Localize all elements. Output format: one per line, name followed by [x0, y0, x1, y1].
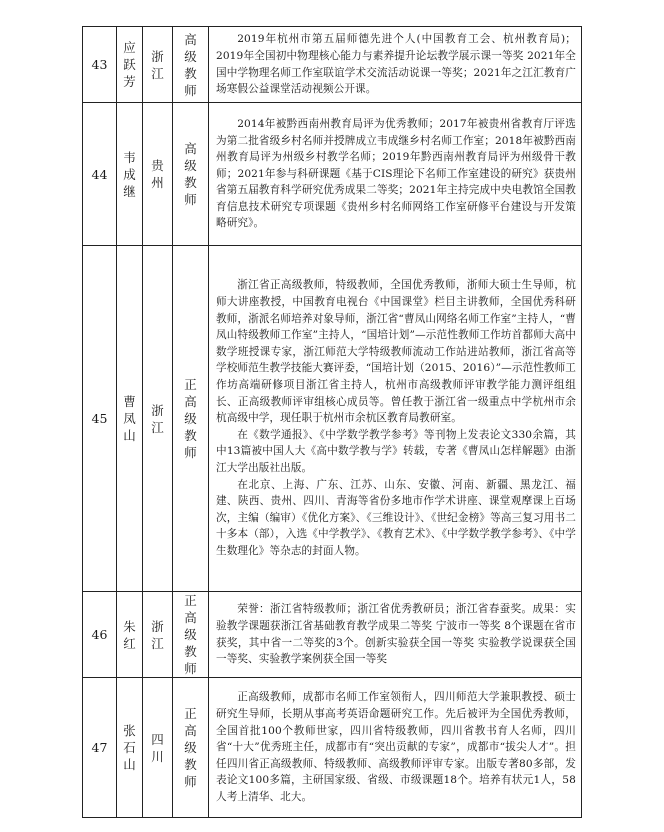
- teacher-province: [143, 246, 173, 592]
- teacher-achievements: [209, 246, 582, 592]
- teacher-achievements: [209, 27, 582, 103]
- teacher-title-text: 正高级教师: [184, 377, 197, 460]
- table-row: [83, 678, 582, 818]
- row-number: 46: [83, 592, 117, 678]
- achievement-paragraph: 在北京、上海、广东、江苏、山东、安徽、河南、新疆、黑龙江、福建、陕西、贵州、四川、青海等省份多地市作学术讲座、课堂观摩课上百场次，主编（编审）《优化方案》、《三维设计》、《世纪金榜》等高三复习用书二十多本（部），入选《中学教学》、《教育艺术》、《中学数学教学参考》、《中学生数理化》等杂志的封面人物。: [216, 478, 576, 557]
- achievement-paragraph: 在《数学通报》、《中学数学教学参考》等刊物上发表论文330余篇，其中13篇被中国人大《高中数学教与学》转载，专著《曹凤山怎样解题》由浙江大学出版社出版。: [216, 428, 576, 474]
- teacher-name: [117, 103, 143, 246]
- teacher-province: [143, 678, 173, 818]
- teacher-province-text: 浙江: [151, 618, 164, 651]
- teacher-title-text: 高级教师: [184, 31, 197, 98]
- row-number: 43: [83, 27, 117, 103]
- teacher-achievements: [209, 678, 582, 818]
- teacher-name: [117, 246, 143, 592]
- teacher-name-text: 韦成继: [123, 149, 136, 199]
- teacher-province-text: 四川: [151, 731, 164, 764]
- teacher-achievements: [209, 592, 582, 678]
- achievement-paragraph: 2019年杭州市第五届师德先进个人(中国教育工会、杭州教育局)；2019年全国初中物理核心能力与素养提升论坛教学展示课一等奖 2021年全国中学物理名师工作室联谊学术交流活动说课一等奖；2021年之江汇教育广场寒假公益课堂活动视频公开课。: [216, 33, 576, 96]
- table-row: [83, 103, 582, 246]
- teacher-province-text: 浙江: [151, 48, 164, 81]
- teacher-name: [117, 27, 143, 103]
- achievement-paragraph: 浙江省正高级教师，特级教师，全国优秀教师，浙师大硕士生导师，杭师大讲座教授，中国教育电视台《中国课堂》栏目主讲教师，全国优秀科研教师，浙派名师培养对象导师，浙江省“曹凤山网络名师工作室”主持人，“曹凤山特级教师工作室”主持人，“国培计划”—示范性教师工作坊首都师大高中数学班授课专家，浙江师范大学特级教师流动工作站进站教师，浙江省高等学校师范生教学技能大赛评委，“国培计划（2015、2016）”—示范性教师工作坊高端研修项目浙江省主持人，杭州市高级教师评审教学能力测评组组长、正高级教师评审组核心成员等。曾任教于浙江省一级重点中学杭州市余杭高级中学，现任职于杭州市余杭区教育局教研室。: [216, 279, 576, 425]
- teacher-province-text: 贵州: [151, 158, 164, 190]
- teacher-name-text: 朱红: [123, 618, 136, 651]
- teacher-title-text: 正高级教师: [184, 593, 197, 676]
- teacher-title: [173, 592, 209, 678]
- teacher-table: [82, 26, 582, 818]
- row-number: 44: [83, 103, 117, 246]
- teacher-province: [143, 103, 173, 246]
- teacher-achievements: [209, 103, 582, 246]
- teacher-title: [173, 246, 209, 592]
- teacher-title-text: 正高级教师: [184, 706, 197, 789]
- row-number: 47: [83, 678, 117, 818]
- teacher-name: [117, 592, 143, 678]
- teacher-province: [143, 592, 173, 678]
- table-row: [83, 246, 582, 592]
- teacher-province: [143, 27, 173, 103]
- teacher-name: [117, 678, 143, 818]
- teacher-province-text: 浙江: [151, 402, 164, 435]
- teacher-title: [173, 103, 209, 246]
- row-number: 45: [83, 246, 117, 592]
- achievement-paragraph: 正高级教师，成都市名师工作室领衔人，四川师范大学兼职教授、硕士研究生导师，长期从事高考英语命题研究工作。先后被评为全国优秀教师，全国首批100个教师世家，四川省特级教师，四川省教书育人名师，四川省“十大”优秀班主任，成都市有“突出贡献的专家”，成都市“拔尖人才”。担任四川省正高级教师、特级教师、高级教师评审专家。出版专著80多部，发表论文100多篇，主研国家级、省级、市级课题18个。培养有状元1人，58人考上清华、北大。: [216, 691, 576, 803]
- teacher-title: [173, 678, 209, 818]
- achievement-paragraph: 荣誉：浙江省特级教师；浙江省优秀教研员；浙江省春蚕奖。成果：实验教学课题获浙江省基础教育教学成果二等奖 宁波市一等奖 8个课题在省市获奖，其中省一二等奖的3个。创新实验获全国一等奖 实验教学说课获全国一等奖、实验教学案例获全国一等奖: [216, 603, 576, 666]
- teacher-name-text: 张石山: [123, 723, 136, 772]
- teacher-name-text: 应跃芳: [123, 40, 136, 89]
- teacher-title: [173, 27, 209, 103]
- table-row: [83, 27, 582, 103]
- teacher-name-text: 曹凤山: [123, 394, 136, 443]
- table-row: [83, 592, 582, 678]
- teacher-title-text: 高级教师: [184, 141, 197, 207]
- achievement-paragraph: 2014年被黔西南州教育局评为优秀教师；2017年被贵州省教育厅评选为第二批省级乡村名师并授牌成立韦成继乡村名师工作室；2018年被黔西南州教育局评为州级乡村教学名师；2019年黔西南州教育局评为州级骨干教师；2021年参与科研课题《基于CIS理论下名师工作室建设的研究》获贵州省第五届教育科学研究优秀成果二等奖；2021年主持完成中央电教馆全国教育信息技术研究专项课题《贵州乡村名师网络工作室研修平台建设与开发策略研究》。: [216, 117, 576, 230]
